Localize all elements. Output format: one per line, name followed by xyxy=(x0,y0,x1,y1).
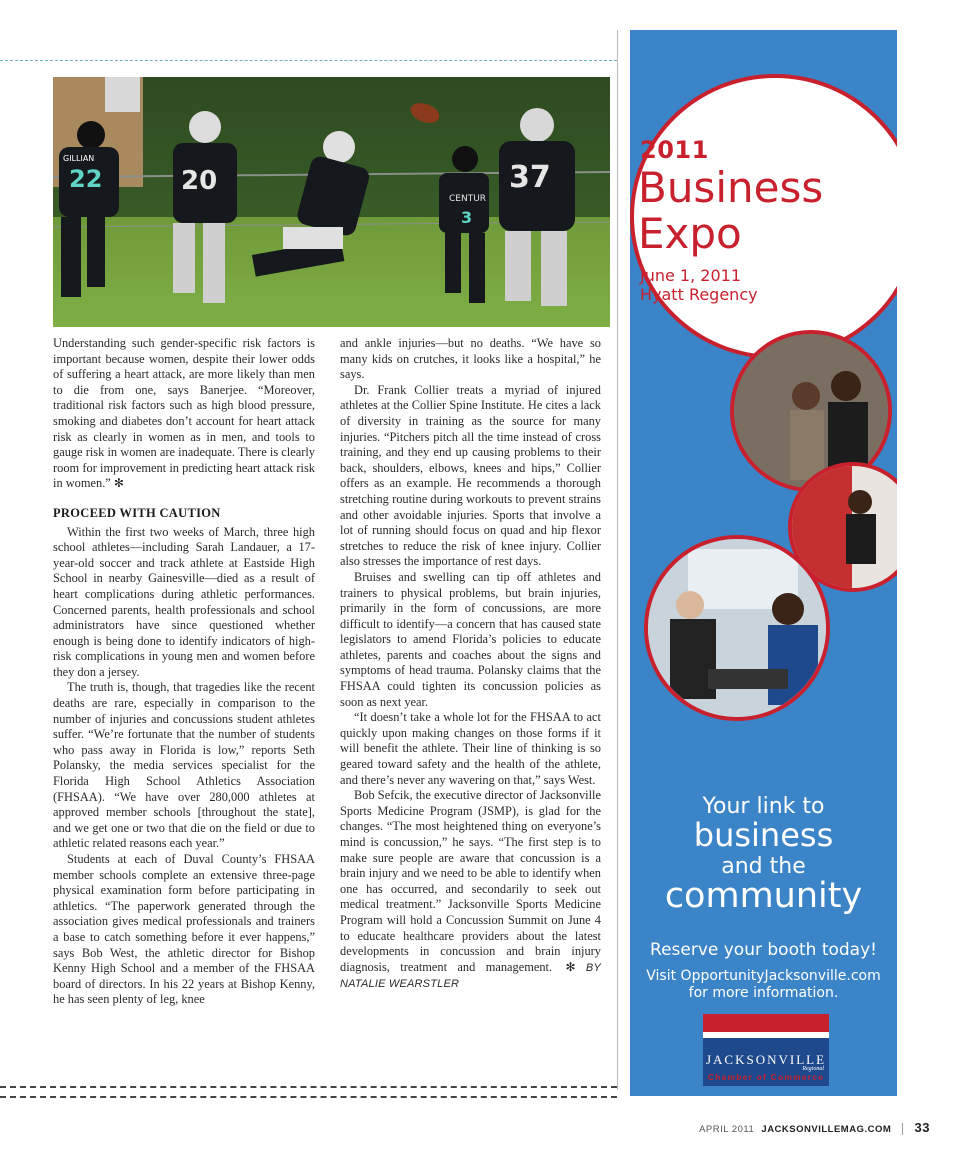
logo-chamber: Chamber of Commerce xyxy=(707,1072,825,1082)
ad-visit-url[interactable]: Visit OpportunityJacksonville.com xyxy=(646,968,881,984)
article-paragraph: Understanding such gender-specific risk factors is important because women, despite their lower odds of suffering a heart attack, are more likely than men to die from one, says Banerjee. “Moreover, traditional risk factors such as high blood pressure, smoking and diabetes don’t account for heart attack risk as clearly in women as in men, and tools to gauge risk in women are inadequate. There is clearly room for improvement in predicting heart attack risk in women.” xyxy=(53,336,315,491)
football-photo-illustration xyxy=(53,77,610,327)
footer-issue: APRIL 2011 xyxy=(699,1124,755,1135)
ad-year: 2011 xyxy=(640,136,709,164)
ad-title-line2: Expo xyxy=(638,209,742,258)
football-photo xyxy=(53,77,610,327)
article-column-2 xyxy=(340,336,601,993)
ad-reserve-cta: Reserve your booth today! xyxy=(650,940,877,960)
end-mark-icon: ✻ xyxy=(113,476,124,491)
ad-venue: Hyatt Regency xyxy=(640,285,758,304)
svg-text:GILLIAN: GILLIAN xyxy=(63,154,95,163)
logo-regional: Regional xyxy=(802,1066,824,1072)
ad-tagline-and: and the xyxy=(721,854,806,879)
ad-date: June 1, 2011 xyxy=(640,266,741,285)
expo-photo-table xyxy=(644,535,830,721)
ad-visit-info[interactable] xyxy=(630,968,897,1002)
end-mark-icon: ✻ xyxy=(565,959,576,974)
article-column-1 xyxy=(53,336,315,1008)
svg-text:20: 20 xyxy=(181,166,218,196)
byline: BY NATALIE WEARSTLER xyxy=(340,961,601,991)
section-subhead: PROCEED WITH CAUTION xyxy=(53,505,221,520)
article-paragraph: The truth is, though, that tragedies like the recent deaths are rare, especially in comparison to the number of injuries and concussions student athletes suffer. “We’re fortunate that the number of students who pass away in Florida is low,” reports Seth Polansky, the media services specialist for the Florida High School Athletics Association (FHSAA). “We have over 280,000 athletes at approved member schools [throughout the state], and we get one or two that die on the field or due to athletic related reasons each year.” xyxy=(53,680,315,851)
ad-visit-more: for more information. xyxy=(688,985,839,1001)
ad-tagline-your-link: Your link to xyxy=(702,794,825,819)
article-paragraph: Bob Sefcik, the executive director of Jacksonville Sports Medicine Program (JSMP), is glad for the changes. “The most heightened thing on everyone’s mind is concussion,” he says. “The first step is to make sure people are aware that concussion is a brain injury and we need to be able to identify when one has occurred, and secondarily to seek out medical treatment.” Jacksonville Sports Medicine Program will hold a Concussion Summit on June 4 to educate healthcare providers about the latest developments in concussion and brain injury diagnosis, treatment and management. xyxy=(340,788,601,974)
article-paragraph: “It doesn’t take a whole lot for the FHSAA to act quickly upon making changes on those forms if it will benefit the athlete. Their line of thinking is so geared toward safety and the health of the athlete, and there’s never any wavering on that,” says West. xyxy=(340,710,601,787)
svg-text:37: 37 xyxy=(509,160,551,195)
footer-site[interactable]: JACKSONVILLEMAG.COM xyxy=(761,1124,892,1135)
svg-text:CENTUR: CENTUR xyxy=(449,194,487,204)
ad-date-venue xyxy=(640,266,758,304)
article-paragraph: Students at each of Duval County’s FHSAA member schools complete an extensive three-page physical examination form before participating in athletics. “The paperwork generated through the association gives medical professionals and trainers a base to catch something before it ever happens,” says Bob West, the athletic director for Bishop Kenny High School and a member of the FHSAA board of directors. In his 22 years at Bishop Kenny, he has seen plenty of leg, knee xyxy=(53,852,315,1007)
ad-tagline-business: business xyxy=(693,816,834,854)
article-paragraph: Within the first two weeks of March, three high school athletes—including Sarah Landauer, a 17-year-old soccer and track athlete at Eastside High School in nearby Gainesville—died as a result of heart complications during athletic performances. Concerned parents, health professionals and school administrators have since questioned whether enough is being done to identify indicators of high-risk complications in young men and women before they don a jersey. xyxy=(53,524,315,679)
svg-text:22: 22 xyxy=(69,165,103,193)
jacksonville-chamber-logo xyxy=(703,1014,829,1086)
bottom-dashed-rule xyxy=(0,1086,617,1098)
article-paragraph: Bruises and swelling can tip off athletes and trainers to physical problems, but brain injuries, primarily in the form of concussions, are more difficult to identify—a concern that has caused state legislators to amend Florida’s policies to educate athletes, parents and coaches about the signs and symptoms of head trauma. Polansky claims that the FHSAA could tighten its concussion policies as soon as next year. xyxy=(340,569,601,709)
ad-tagline-community: community xyxy=(664,876,863,916)
ad-title-line1: Business xyxy=(638,163,824,212)
svg-text:3: 3 xyxy=(461,208,473,227)
page-number: 33 xyxy=(914,1120,930,1135)
business-expo-ad[interactable] xyxy=(630,30,897,1096)
logo-name: JACKSONVILLE xyxy=(705,1052,827,1067)
column-divider xyxy=(617,30,618,1090)
page-footer xyxy=(699,1120,930,1135)
top-dashed-rule xyxy=(0,60,617,61)
footer-divider xyxy=(902,1123,903,1135)
article-paragraph: and ankle injuries—but no deaths. “We have so many kids on crutches, it looks like a hospital,” he says. xyxy=(340,336,601,382)
article-paragraph: Dr. Frank Collier treats a myriad of injured athletes at the Collier Spine Institute. He cites a lack of diversity in training as the source for many injuries. “Pitchers pitch all the time instead of cross training, and they end up causing problems to their back, shoulders, elbows, knees and hips,” Collier offers as an example. He recommends a thorough stretching routine during workouts to prevent strains and other avoidable injuries. Sports that involve a lot of running should focus on quad and hip flexor stretches to reduce the risk of knee injury. Collier also stresses the importance of rest days. xyxy=(340,382,601,569)
